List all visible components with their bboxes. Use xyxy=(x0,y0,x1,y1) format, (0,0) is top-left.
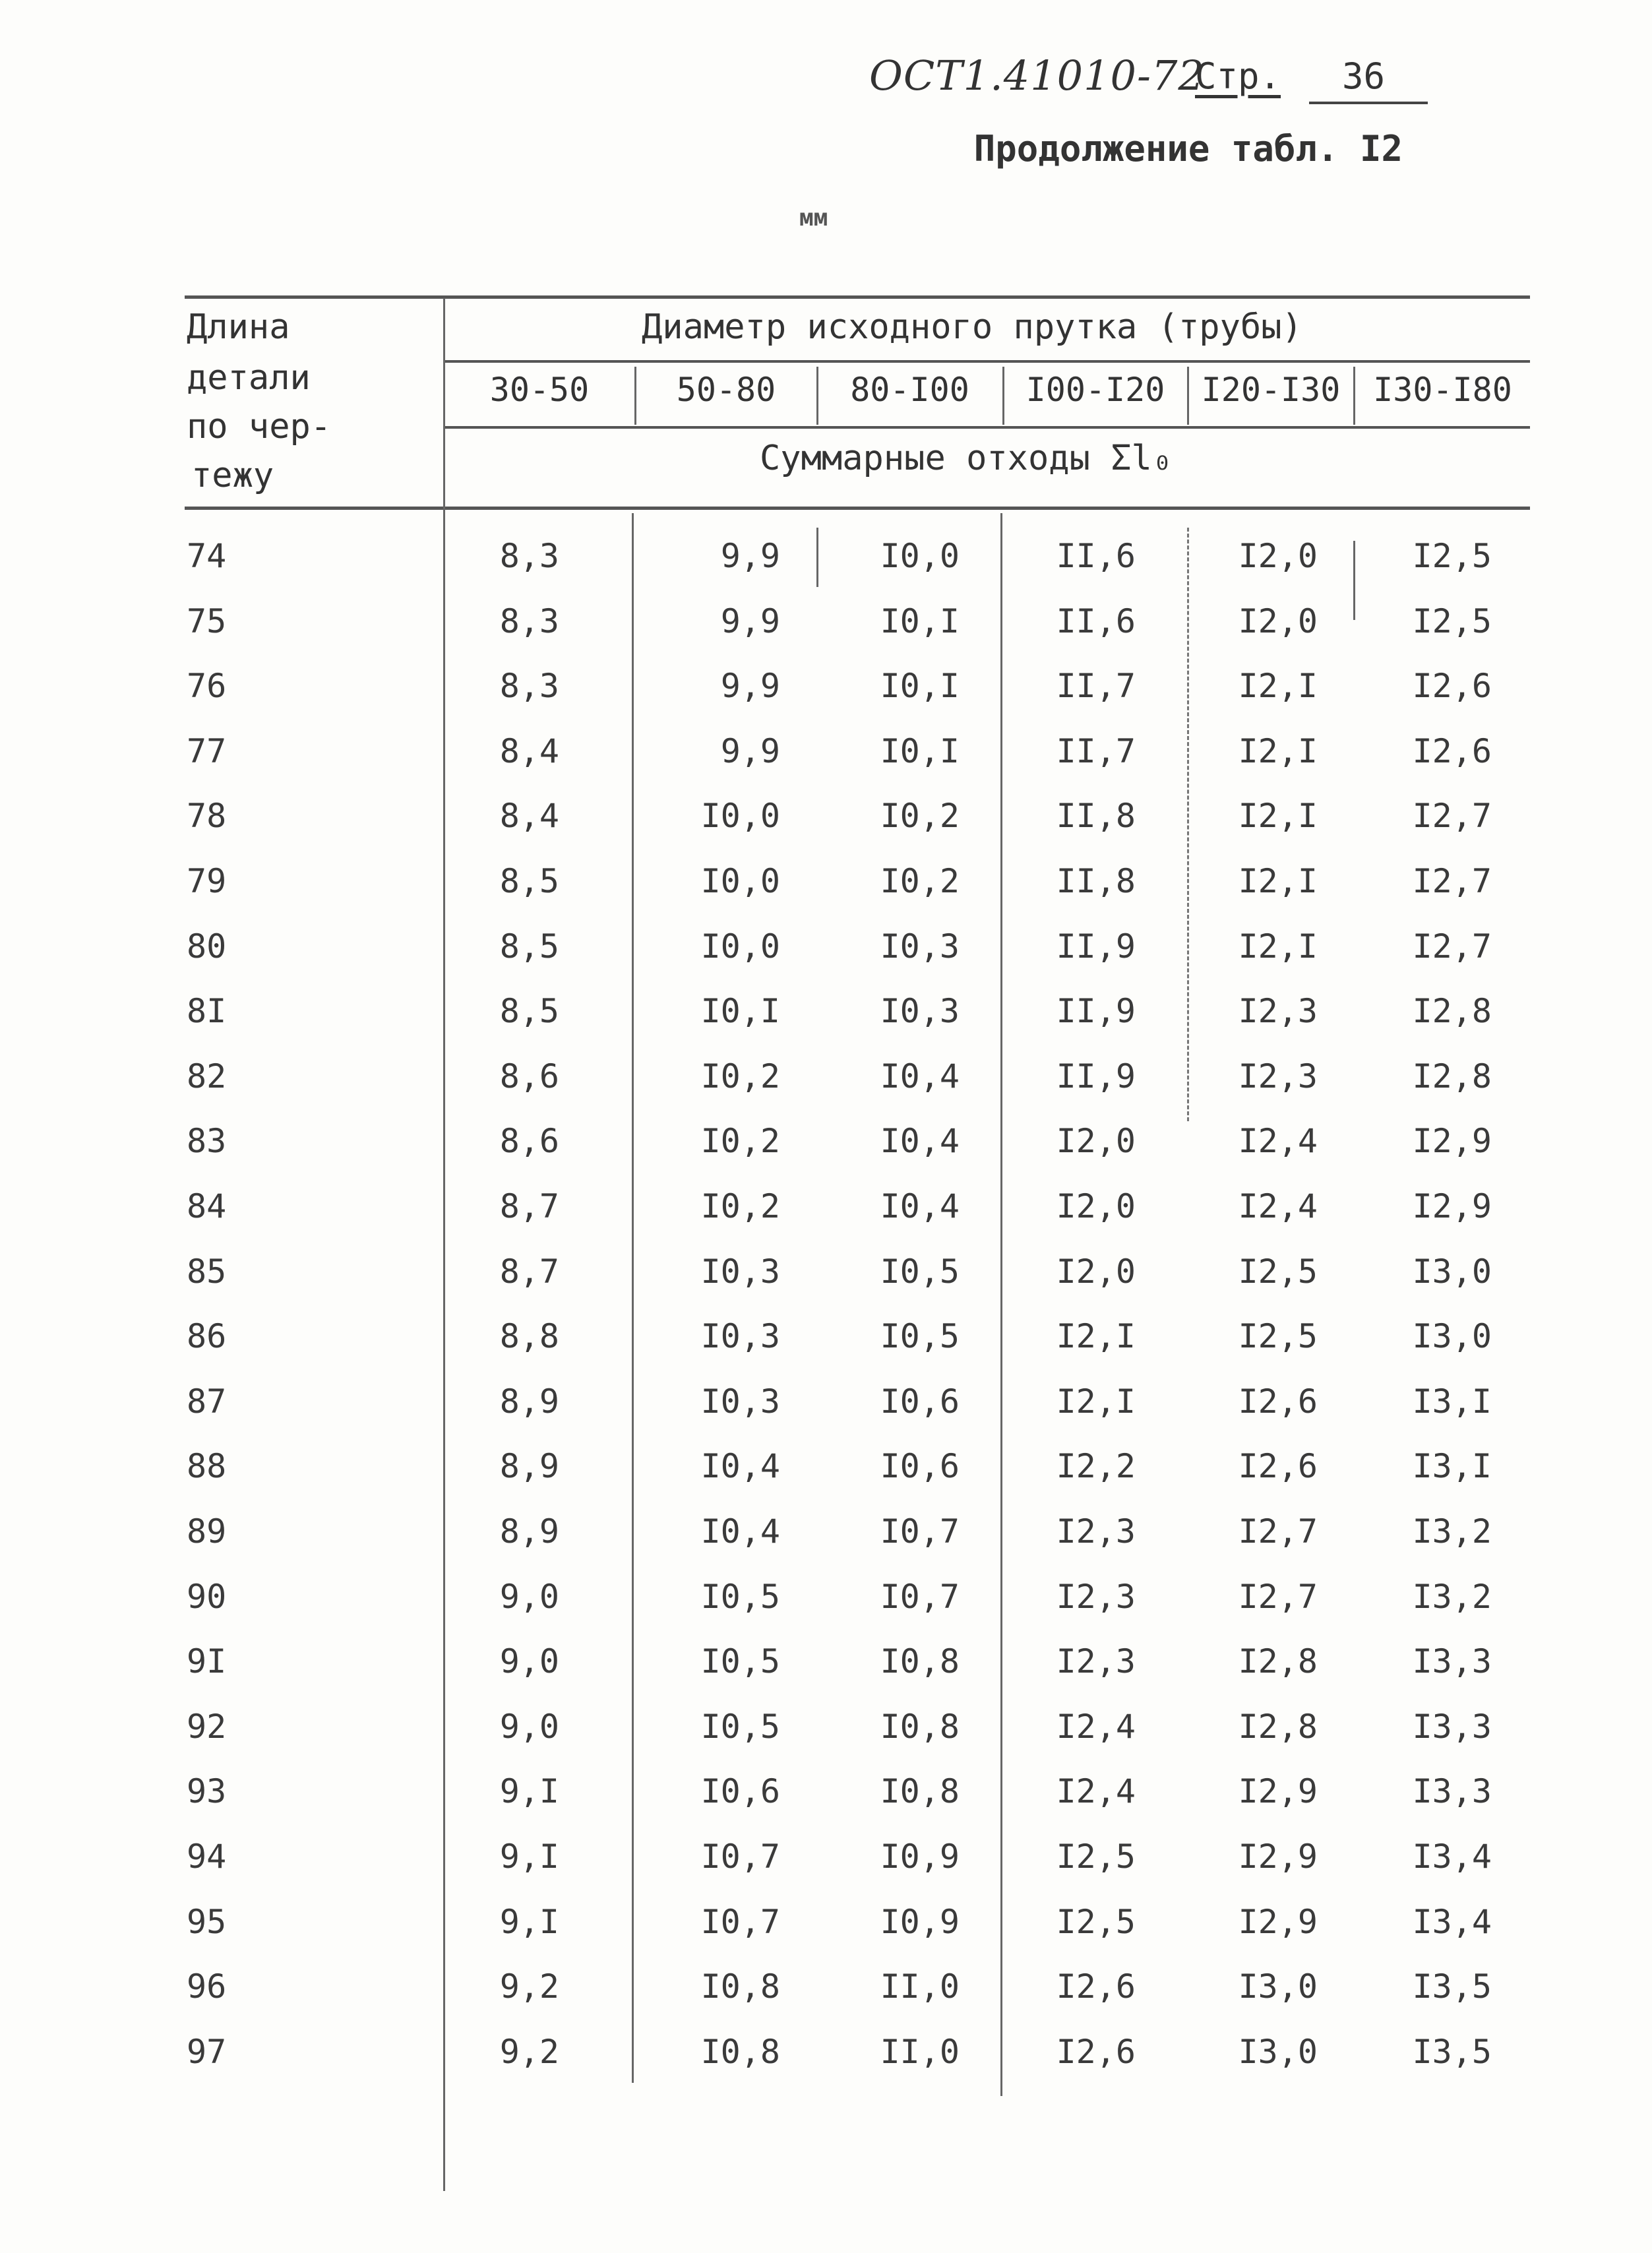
waste-value-cell: I0,0 xyxy=(700,862,780,900)
part-length-cell: 97 xyxy=(187,2033,227,2071)
waste-value-cell: 8,3 xyxy=(499,667,559,705)
waste-value-cell: I0,I xyxy=(880,667,960,705)
waste-value-cell: II,0 xyxy=(880,1967,960,2006)
waste-value-cell: I0,4 xyxy=(700,1447,780,1485)
waste-value-cell: I2,4 xyxy=(1238,1122,1318,1160)
waste-value-cell: I0,0 xyxy=(700,927,780,966)
waste-value-cell: I2,0 xyxy=(1238,602,1318,640)
waste-value-cell: II,9 xyxy=(1056,1057,1136,1096)
part-length-cell: 96 xyxy=(187,1967,227,2006)
waste-value-cell: 8,7 xyxy=(499,1187,559,1225)
units-label: мм xyxy=(799,204,828,231)
waste-value-cell: I0,7 xyxy=(880,1578,960,1616)
waste-value-cell: I0,5 xyxy=(880,1252,960,1291)
waste-value-cell: I2,7 xyxy=(1412,797,1492,835)
waste-value-cell: I3,5 xyxy=(1412,2033,1492,2071)
waste-value-cell: I2,I xyxy=(1238,797,1318,835)
part-length-cell: 93 xyxy=(187,1772,227,1810)
waste-value-cell: 9,I xyxy=(499,1903,559,1941)
waste-value-cell: I2,I xyxy=(1238,667,1318,705)
part-length-cell: 84 xyxy=(187,1187,227,1225)
waste-value-cell: I2,9 xyxy=(1412,1122,1492,1160)
length-header-line-4: тежу xyxy=(191,456,274,495)
waste-value-cell: 8,8 xyxy=(499,1317,559,1355)
waste-value-cell: I2,I xyxy=(1056,1317,1136,1355)
part-length-cell: 79 xyxy=(187,862,227,900)
length-header-line-3: по чер- xyxy=(187,407,332,447)
waste-value-cell: II,8 xyxy=(1056,862,1136,900)
waste-value-cell: I2,3 xyxy=(1056,1512,1136,1551)
table-top-rule xyxy=(185,295,1530,299)
waste-value-cell: II,9 xyxy=(1056,927,1136,966)
waste-value-cell: I2,5 xyxy=(1412,602,1492,640)
waste-value-cell: I3,3 xyxy=(1412,1772,1492,1810)
part-length-cell: 8I xyxy=(187,992,227,1030)
waste-value-cell: I0,5 xyxy=(700,1708,780,1746)
waste-value-cell: I0,0 xyxy=(700,797,780,835)
waste-value-cell: I0,6 xyxy=(700,1772,780,1810)
waste-value-cell: I2,9 xyxy=(1238,1903,1318,1941)
waste-value-cell: 8,6 xyxy=(499,1057,559,1096)
waste-value-cell: 9,2 xyxy=(499,2033,559,2071)
waste-value-cell: I2,I xyxy=(1238,927,1318,966)
waste-value-cell: I0,I xyxy=(880,732,960,770)
waste-value-cell: II,0 xyxy=(880,2033,960,2071)
range-header-2: 50-80 xyxy=(676,371,776,409)
waste-value-cell: I2,5 xyxy=(1412,537,1492,575)
waste-value-cell: I0,7 xyxy=(880,1512,960,1551)
waste-value-cell: I0,2 xyxy=(880,862,960,900)
ranges-top-rule xyxy=(444,360,1530,363)
waste-value-cell: 8,3 xyxy=(499,602,559,640)
waste-value-cell: I3,4 xyxy=(1412,1837,1492,1876)
waste-value-cell: 8,5 xyxy=(499,927,559,966)
waste-value-cell: I0,3 xyxy=(880,992,960,1030)
part-length-cell: 87 xyxy=(187,1382,227,1421)
waste-value-cell: I0,3 xyxy=(700,1382,780,1421)
waste-value-cell: 8,4 xyxy=(499,797,559,835)
waste-value-cell: I3,I xyxy=(1412,1447,1492,1485)
waste-value-cell: I2,6 xyxy=(1412,667,1492,705)
range-header-3: 80-I00 xyxy=(850,371,969,409)
range-header-1: 30-50 xyxy=(489,371,590,409)
waste-value-cell: I3,4 xyxy=(1412,1903,1492,1941)
part-length-cell: 89 xyxy=(187,1512,227,1551)
waste-value-cell: I0,7 xyxy=(700,1837,780,1876)
waste-value-cell: I2,3 xyxy=(1238,1057,1318,1096)
header-bottom-rule xyxy=(185,507,1530,510)
waste-value-cell: 9,9 xyxy=(720,602,780,640)
waste-value-cell: I2,9 xyxy=(1238,1772,1318,1810)
waste-value-cell: I0,9 xyxy=(880,1903,960,1941)
waste-value-cell: I0,5 xyxy=(880,1317,960,1355)
waste-value-cell: 9,2 xyxy=(499,1967,559,2006)
part-length-cell: 75 xyxy=(187,602,227,640)
waste-value-cell: I3,0 xyxy=(1412,1317,1492,1355)
waste-value-cell: 8,9 xyxy=(499,1382,559,1421)
waste-value-cell: I0,6 xyxy=(880,1447,960,1485)
waste-value-cell: I3,3 xyxy=(1412,1708,1492,1746)
part-length-cell: 78 xyxy=(187,797,227,835)
waste-value-cell: I0,5 xyxy=(700,1578,780,1616)
waste-value-cell: I2,3 xyxy=(1056,1642,1136,1681)
waste-value-cell: I2,7 xyxy=(1238,1512,1318,1551)
waste-value-cell: I2,5 xyxy=(1056,1837,1136,1876)
waste-value-cell: I0,2 xyxy=(700,1122,780,1160)
ranges-bottom-rule xyxy=(444,426,1530,429)
waste-value-cell: 9,0 xyxy=(499,1708,559,1746)
waste-value-cell: 8,5 xyxy=(499,992,559,1030)
waste-value-cell: I3,2 xyxy=(1412,1578,1492,1616)
waste-value-cell: I0,7 xyxy=(700,1903,780,1941)
waste-value-cell: I2,8 xyxy=(1238,1642,1318,1681)
waste-value-cell: I2,7 xyxy=(1412,862,1492,900)
waste-value-cell: II,9 xyxy=(1056,992,1136,1030)
waste-value-cell: II,6 xyxy=(1056,537,1136,575)
total-waste-header: Суммарные отходы Σl₀ xyxy=(760,439,1173,478)
waste-value-cell: I0,3 xyxy=(880,927,960,966)
waste-value-cell: I0,8 xyxy=(880,1772,960,1810)
waste-value-cell: I2,7 xyxy=(1238,1578,1318,1616)
waste-value-cell: 8,7 xyxy=(499,1252,559,1291)
waste-value-cell: I0,8 xyxy=(700,2033,780,2071)
waste-value-cell: I0,3 xyxy=(700,1317,780,1355)
waste-value-cell: I2,5 xyxy=(1238,1317,1318,1355)
waste-value-cell: II,7 xyxy=(1056,732,1136,770)
waste-value-cell: I3,0 xyxy=(1412,1252,1492,1291)
waste-value-cell: I2,8 xyxy=(1412,992,1492,1030)
waste-value-cell: II,8 xyxy=(1056,797,1136,835)
waste-value-cell: I0,9 xyxy=(880,1837,960,1876)
part-length-cell: 95 xyxy=(187,1903,227,1941)
table-continuation-title: Продолжение табл. I2 xyxy=(973,128,1403,170)
waste-value-cell: I2,4 xyxy=(1056,1708,1136,1746)
waste-value-cell: I3,2 xyxy=(1412,1512,1492,1551)
waste-value-cell: I2,0 xyxy=(1056,1122,1136,1160)
waste-value-cell: I2,0 xyxy=(1056,1252,1136,1291)
waste-value-cell: 9,9 xyxy=(720,537,780,575)
waste-value-cell: I0,I xyxy=(880,602,960,640)
waste-value-cell: I0,3 xyxy=(700,1252,780,1291)
waste-value-cell: I3,0 xyxy=(1238,2033,1318,2071)
range-header-6: I30-I80 xyxy=(1373,371,1512,409)
standard-number: ОСТ1.41010-72 xyxy=(869,51,1205,100)
waste-value-cell: 9,I xyxy=(499,1837,559,1876)
waste-value-cell: I2,8 xyxy=(1238,1708,1318,1746)
waste-value-cell: I2,6 xyxy=(1412,732,1492,770)
waste-value-cell: I0,4 xyxy=(880,1122,960,1160)
waste-value-cell: I3,5 xyxy=(1412,1967,1492,2006)
waste-value-cell: I2,5 xyxy=(1056,1903,1136,1941)
waste-value-cell: 8,9 xyxy=(499,1512,559,1551)
part-length-cell: 80 xyxy=(187,927,227,966)
waste-value-cell: I2,4 xyxy=(1238,1187,1318,1225)
waste-value-cell: 8,9 xyxy=(499,1447,559,1485)
waste-value-cell: I2,6 xyxy=(1238,1447,1318,1485)
waste-value-cell: I0,4 xyxy=(880,1187,960,1225)
waste-value-cell: I2,2 xyxy=(1056,1447,1136,1485)
part-length-cell: 94 xyxy=(187,1837,227,1876)
waste-value-cell: 9,0 xyxy=(499,1642,559,1681)
waste-value-cell: 8,5 xyxy=(499,862,559,900)
length-header-line-2: детали xyxy=(187,358,311,398)
waste-value-cell: I0,2 xyxy=(700,1187,780,1225)
waste-value-cell: I2,9 xyxy=(1412,1187,1492,1225)
waste-value-cell: 9,0 xyxy=(499,1578,559,1616)
waste-value-cell: I3,I xyxy=(1412,1382,1492,1421)
waste-value-cell: I2,7 xyxy=(1412,927,1492,966)
range-header-4: I00-I20 xyxy=(1025,371,1165,409)
waste-value-cell: I0,5 xyxy=(700,1642,780,1681)
part-length-cell: 82 xyxy=(187,1057,227,1096)
waste-value-cell: I0,8 xyxy=(880,1708,960,1746)
waste-value-cell: I2,3 xyxy=(1238,992,1318,1030)
waste-value-cell: I0,8 xyxy=(880,1642,960,1681)
waste-value-cell: I2,6 xyxy=(1056,2033,1136,2071)
waste-value-cell: I2,6 xyxy=(1238,1382,1318,1421)
waste-value-cell: II,6 xyxy=(1056,602,1136,640)
waste-value-cell: I0,4 xyxy=(880,1057,960,1096)
waste-value-cell: I2,I xyxy=(1056,1382,1136,1421)
waste-value-cell: I2,3 xyxy=(1056,1578,1136,1616)
waste-value-cell: I0,0 xyxy=(880,537,960,575)
waste-value-cell: 9,9 xyxy=(720,667,780,705)
part-length-cell: 9I xyxy=(187,1642,227,1681)
part-length-cell: 90 xyxy=(187,1578,227,1616)
waste-value-cell: I3,0 xyxy=(1238,1967,1318,2006)
part-length-cell: 77 xyxy=(187,732,227,770)
waste-value-cell: I2,9 xyxy=(1238,1837,1318,1876)
waste-value-cell: 8,4 xyxy=(499,732,559,770)
length-header-line-1: Длина xyxy=(187,307,290,347)
waste-value-cell: 9,I xyxy=(499,1772,559,1810)
part-length-cell: 85 xyxy=(187,1252,227,1291)
waste-value-cell: I0,4 xyxy=(700,1512,780,1551)
waste-value-cell: 8,6 xyxy=(499,1122,559,1160)
part-length-cell: 88 xyxy=(187,1447,227,1485)
waste-value-cell: II,7 xyxy=(1056,667,1136,705)
waste-value-cell: I2,0 xyxy=(1238,537,1318,575)
waste-value-cell: I0,I xyxy=(700,992,780,1030)
waste-value-cell: I2,I xyxy=(1238,732,1318,770)
part-length-cell: 83 xyxy=(187,1122,227,1160)
waste-value-cell: I0,6 xyxy=(880,1382,960,1421)
page-label: Стр. xyxy=(1195,55,1281,97)
waste-value-cell: I0,2 xyxy=(700,1057,780,1096)
waste-value-cell: I2,8 xyxy=(1412,1057,1492,1096)
page-number-underline xyxy=(1309,102,1428,104)
waste-value-cell: 9,9 xyxy=(720,732,780,770)
waste-value-cell: I0,8 xyxy=(700,1967,780,2006)
part-length-cell: 74 xyxy=(187,537,227,575)
page-number: 36 xyxy=(1342,55,1386,97)
range-header-5: I20-I30 xyxy=(1201,371,1341,409)
part-length-cell: 92 xyxy=(187,1708,227,1746)
waste-value-cell: I2,4 xyxy=(1056,1772,1136,1810)
waste-value-cell: I2,I xyxy=(1238,862,1318,900)
diameter-group-header: Диаметр исходного прутка (трубы) xyxy=(642,307,1302,347)
waste-value-cell: I0,2 xyxy=(880,797,960,835)
waste-value-cell: I2,0 xyxy=(1056,1187,1136,1225)
part-length-cell: 86 xyxy=(187,1317,227,1355)
waste-value-cell: 8,3 xyxy=(499,537,559,575)
part-length-cell: 76 xyxy=(187,667,227,705)
waste-value-cell: I2,6 xyxy=(1056,1967,1136,2006)
waste-value-cell: I3,3 xyxy=(1412,1642,1492,1681)
waste-value-cell: I2,5 xyxy=(1238,1252,1318,1291)
